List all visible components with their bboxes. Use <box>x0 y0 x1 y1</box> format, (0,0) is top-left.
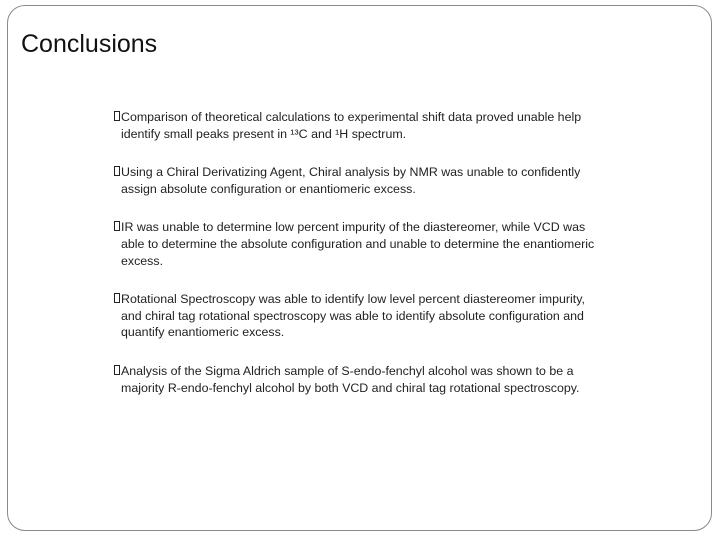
conclusion-text: Comparison of theoretical calculations to experimental shift data proved unable help identify small peaks present in ¹³C and ¹H spectrum. <box>121 110 582 141</box>
conclusion-text: Analysis of the Sigma Aldrich sample of S-endo-fenchyl alcohol was shown to be a majority R-endo-fenchyl alcohol by both VCD and chiral tag rotational spectroscopy. <box>121 363 580 395</box>
slide-frame <box>7 5 712 531</box>
conclusion-text: Using a Chiral Derivatizing Agent, Chiral analysis by NMR was unable to confidently assign absolute configuration or enantiomeric excess. <box>121 165 581 196</box>
square-bullet-icon <box>114 221 120 231</box>
conclusion-item <box>115 291 605 341</box>
conclusion-item <box>115 219 605 269</box>
square-bullet-icon <box>114 293 120 303</box>
conclusion-item <box>115 109 605 142</box>
conclusion-text: Rotational Spectroscopy was able to identify low level percent diastereomer impurity, and chiral tag rotational spectroscopy was able to identify absolute configuration and quantify enantiomeric excess. <box>121 292 585 340</box>
square-bullet-icon <box>114 166 120 176</box>
conclusion-item <box>115 363 605 396</box>
conclusions-list <box>115 109 605 418</box>
slide-title: Conclusions <box>21 30 158 58</box>
conclusion-item <box>115 164 605 197</box>
square-bullet-icon <box>114 111 120 121</box>
square-bullet-icon <box>114 365 120 375</box>
conclusion-text: IR was unable to determine low percent impurity of the diastereomer, while VCD was able to determine the absolute configuration and unable to determine the enantiomeric excess. <box>121 220 595 268</box>
